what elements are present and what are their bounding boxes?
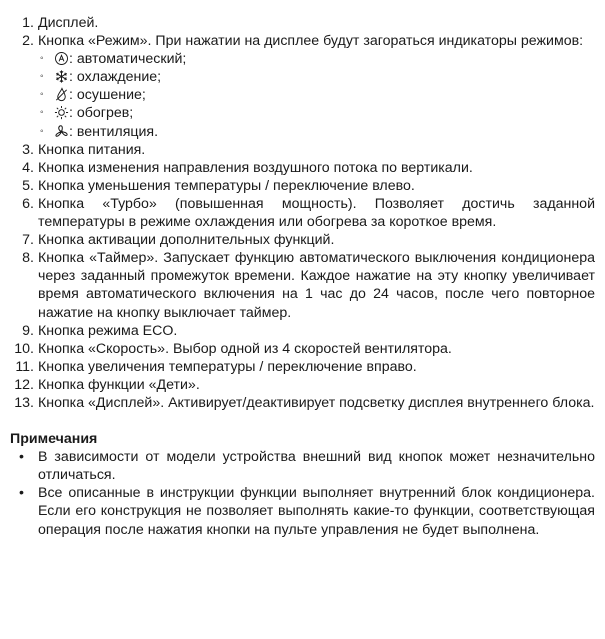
auto-mode-icon bbox=[54, 51, 69, 66]
item-number: 11. bbox=[15, 358, 34, 375]
button-list bbox=[10, 14, 595, 412]
note-bullet: • bbox=[19, 449, 24, 466]
notes-list bbox=[10, 448, 595, 538]
item-text: Дисплей. bbox=[38, 15, 99, 31]
item-number: 6. bbox=[22, 195, 34, 212]
note-item bbox=[10, 448, 595, 484]
list-item bbox=[10, 14, 595, 32]
fan-icon bbox=[54, 124, 69, 139]
item-text: Кнопка увеличения температуры / переключение вправо. bbox=[38, 358, 417, 375]
mode-item bbox=[38, 86, 595, 104]
mode-bullet: ◦ bbox=[40, 107, 44, 119]
mode-bullet: ◦ bbox=[40, 89, 44, 101]
item-number: 13. bbox=[14, 394, 34, 411]
item-text: Кнопка питания. bbox=[38, 141, 146, 158]
mode-item bbox=[38, 68, 595, 86]
list-item bbox=[10, 141, 595, 159]
mode-label: : вентиляция. bbox=[69, 123, 159, 140]
mode-label: : охлаждение; bbox=[69, 69, 162, 86]
item-text: Кнопка «Режим». При нажатии на дисплее будут загораться индикаторы режимов: bbox=[38, 33, 584, 50]
mode-bullet: ◦ bbox=[40, 71, 44, 83]
item-number: 7. bbox=[22, 232, 34, 249]
item-text: Кнопка режима ECO. bbox=[38, 322, 178, 339]
item-number: 4. bbox=[22, 159, 34, 176]
list-item bbox=[10, 376, 595, 394]
item-number: 5. bbox=[22, 177, 34, 194]
item-text: Кнопка функции «Дети». bbox=[38, 376, 200, 393]
snowflake-icon bbox=[54, 69, 69, 84]
note-item bbox=[10, 484, 595, 538]
item-number: 10. bbox=[14, 340, 34, 357]
list-item bbox=[10, 394, 595, 412]
mode-bullet: ◦ bbox=[40, 125, 44, 137]
mode-list bbox=[38, 50, 595, 140]
list-item bbox=[10, 159, 595, 177]
item-number: 2. bbox=[22, 33, 34, 50]
item-text: Кнопка «Дисплей». Активирует/деактивирует подсветку дисплея внутреннего блока. bbox=[38, 394, 595, 411]
list-item bbox=[10, 322, 595, 340]
item-text: Кнопка уменьшения температуры / переключение влево. bbox=[38, 177, 415, 194]
list-item bbox=[10, 177, 595, 195]
sun-icon bbox=[54, 105, 69, 120]
list-item bbox=[10, 195, 595, 231]
item-number: 12. bbox=[14, 376, 34, 393]
note-text: В зависимости от модели устройства внешний вид кнопок может незначительно отличаться. bbox=[38, 449, 595, 484]
mode-label: : осушение; bbox=[69, 87, 146, 104]
notes-heading: Примечания bbox=[10, 431, 98, 448]
note-text: Все описанные в инструкции функции выполняет внутренний блок кондиционера. Если его конструкция не позволяет выполнять какие-то функции, соответствующая операция после нажатия кнопки на пульте управления не будет выполнена. bbox=[38, 485, 595, 538]
mode-item bbox=[38, 123, 595, 141]
list-item bbox=[10, 231, 595, 249]
list-item bbox=[10, 340, 595, 358]
item-text: Кнопка «Турбо» (повышенная мощность). Позволяет достичь заданной температуры в режиме охлаждения или обогрева за короткое время. bbox=[38, 195, 595, 231]
item-text: Кнопка «Скорость». Выбор одной из 4 скоростей вентилятора. bbox=[38, 340, 452, 357]
item-number: 1. bbox=[22, 15, 34, 31]
mode-label: : обогрев; bbox=[69, 105, 134, 122]
mode-item bbox=[38, 50, 595, 68]
item-text: Кнопка изменения направления воздушного потока по вертикали. bbox=[38, 159, 473, 176]
list-item bbox=[10, 358, 595, 376]
mode-label: : автоматический; bbox=[69, 51, 187, 68]
list-item bbox=[10, 32, 595, 141]
item-number: 3. bbox=[22, 141, 34, 158]
drop-icon bbox=[54, 87, 69, 102]
list-item bbox=[10, 249, 595, 321]
manual-page bbox=[10, 14, 595, 539]
item-number: 9. bbox=[22, 322, 34, 339]
item-number: 8. bbox=[22, 250, 34, 267]
mode-bullet: ◦ bbox=[40, 53, 44, 65]
mode-item bbox=[38, 104, 595, 122]
note-bullet: • bbox=[19, 485, 24, 502]
item-text: Кнопка активации дополнительных функций. bbox=[38, 232, 335, 249]
item-text: Кнопка «Таймер». Запускает функцию автоматического выключения кондиционера через заданный промежуток времени. Каждое нажатие на эту кнопку увеличивает время автоматического включения на 1 час до 24 часов, после чего повторное нажатие на кнопку выключает таймер. bbox=[38, 250, 595, 321]
